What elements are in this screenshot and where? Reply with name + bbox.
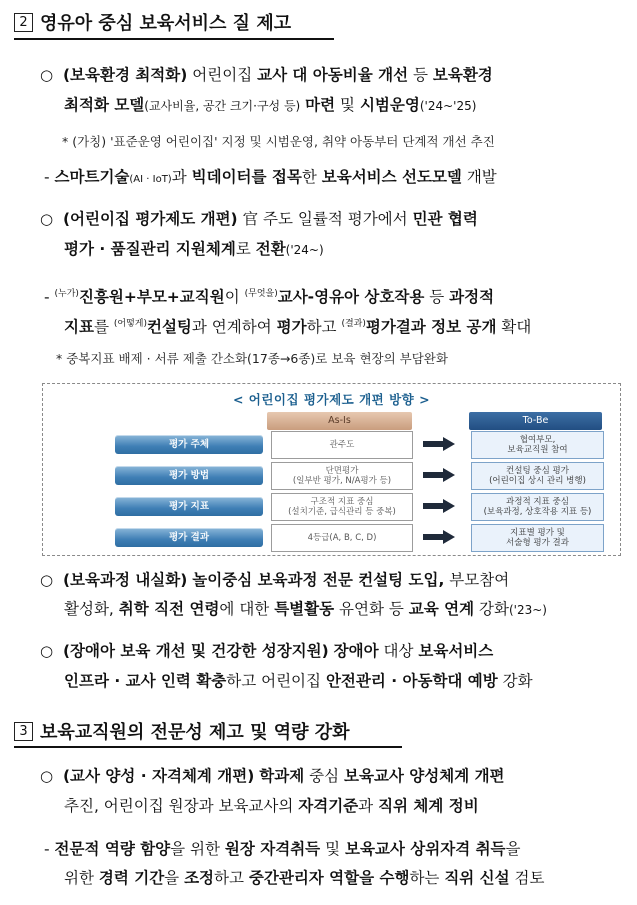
paragraph-smart-tech: - 스마트기술(AI · IoT)과 빅데이터를 접목한 보육서비스 선도모델 개발	[44, 168, 497, 186]
section-number: 3	[14, 722, 33, 741]
to-be-evaluator: 협여부모, 보육교직원 참여	[471, 431, 604, 459]
evaluation-reform-figure	[42, 383, 621, 556]
paragraph-teacher-training-line2: 추진, 어린이집 원장과 보육교사의 자격기준과 직위 체계 정비	[64, 797, 479, 815]
section-underline	[14, 746, 402, 748]
paragraph-process-line2: 지표를 $^{(어떻게)}$컨설팅과 연계하여 평가하고 $^{(결과)}$평가결과 정보 공개 확대	[64, 318, 532, 337]
paragraph-disabled-care-line2: 인프라 · 교사 인력 확충하고 어린이집 안전관리 · 아동학대 예방 강화	[64, 672, 533, 690]
arrow-right-icon	[423, 468, 455, 482]
to-be-result: 지표별 평가 및 서술형 평가 결과	[471, 524, 604, 552]
footnote-indicator-reduction: * 중복지표 배제 · 서류 제출 간소화(17종→6종)로 보육 현장의 부담완화	[56, 351, 448, 366]
paragraph-process-line1: - $^{(누가)}$진흥원+부모+교직원이 $^{(무엇을)}$교사-영유아 상호작용 등 과정적	[44, 288, 495, 307]
row-label-method: 평가 방법	[115, 466, 263, 485]
section-3-header	[14, 718, 350, 744]
arrow-right-icon	[423, 437, 455, 451]
as-is-header: As-Is	[267, 412, 412, 430]
paragraph-evaluation-line1: ○ (어린이집 평가제도 개편) 官 주도 일률적 평가에서 민관 협력	[40, 210, 478, 228]
section-underline	[14, 38, 334, 40]
to-be-header: To-Be	[469, 412, 602, 430]
to-be-method: 컨설팅 중심 평가 (어린이집 상시 관리 병행)	[471, 462, 604, 490]
to-be-indicator: 과정적 지표 중심 (보육과정, 상호작용 지표 등)	[471, 493, 604, 521]
arrow-right-icon	[423, 499, 455, 513]
paragraph-environment-line1: ○ (보육환경 최적화) 어린이집 교사 대 아동비율 개선 등 보육환경	[40, 66, 493, 84]
arrow-right-icon	[423, 530, 455, 544]
section-title: 영유아 중심 보육서비스 질 제고	[40, 13, 292, 34]
paragraph-evaluation-line2: 평가 · 품질관리 지원체계로 전환('24~)	[64, 240, 324, 258]
as-is-method: 단면평가 (일부반 평가, N/A평가 등)	[271, 462, 413, 490]
section-title: 보육교직원의 전문성 제고 및 역량 강화	[40, 722, 350, 743]
section-2-header	[14, 9, 291, 35]
row-label-result: 평가 결과	[115, 528, 263, 547]
section-number: 2	[14, 13, 33, 32]
paragraph-curriculum-line2: 활성화, 취학 직전 연령에 대한 특별활동 유연화 등 교육 연계 강화('23~)	[64, 600, 547, 618]
paragraph-competency-line1: - 전문적 역량 함양을 위한 원장 자격취득 및 보육교사 상위자격 취득을	[44, 840, 521, 858]
footnote-standard-daycare: * (가칭) '표준운영 어린이집' 지정 및 시범운영, 취약 아동부터 단계적 개선 추진	[62, 134, 495, 149]
row-label-indicator: 평가 지표	[115, 497, 263, 516]
paragraph-environment-line2: 최적화 모델(교사비율, 공간 크기·구성 등) 마련 및 시범운영('24~'25)	[64, 96, 477, 114]
paragraph-curriculum-line1: ○ (보육과정 내실화) 놀이중심 보육과정 전문 컨설팅 도입, 부모참여	[40, 571, 510, 589]
as-is-indicator: 구조적 지표 중심 (설치기준, 급식관리 등 중복)	[271, 493, 413, 521]
figure-title: < 어린이집 평가제도 개편 방향 >	[232, 392, 431, 407]
paragraph-teacher-training-line1: ○ (교사 양성 · 자격체계 개편) 학과제 중심 보육교사 양성체계 개편	[40, 767, 505, 785]
row-label-evaluator: 평가 주체	[115, 435, 263, 454]
as-is-result: 4등급(A, B, C, D)	[271, 524, 413, 552]
as-is-evaluator: 관주도	[271, 431, 413, 459]
paragraph-disabled-care-line1: ○ (장애아 보육 개선 및 건강한 성장지원) 장애아 대상 보육서비스	[40, 642, 494, 660]
paragraph-competency-line2: 위한 경력 기간을 조정하고 중간관리자 역할을 수행하는 직위 신설 검토	[64, 869, 545, 887]
